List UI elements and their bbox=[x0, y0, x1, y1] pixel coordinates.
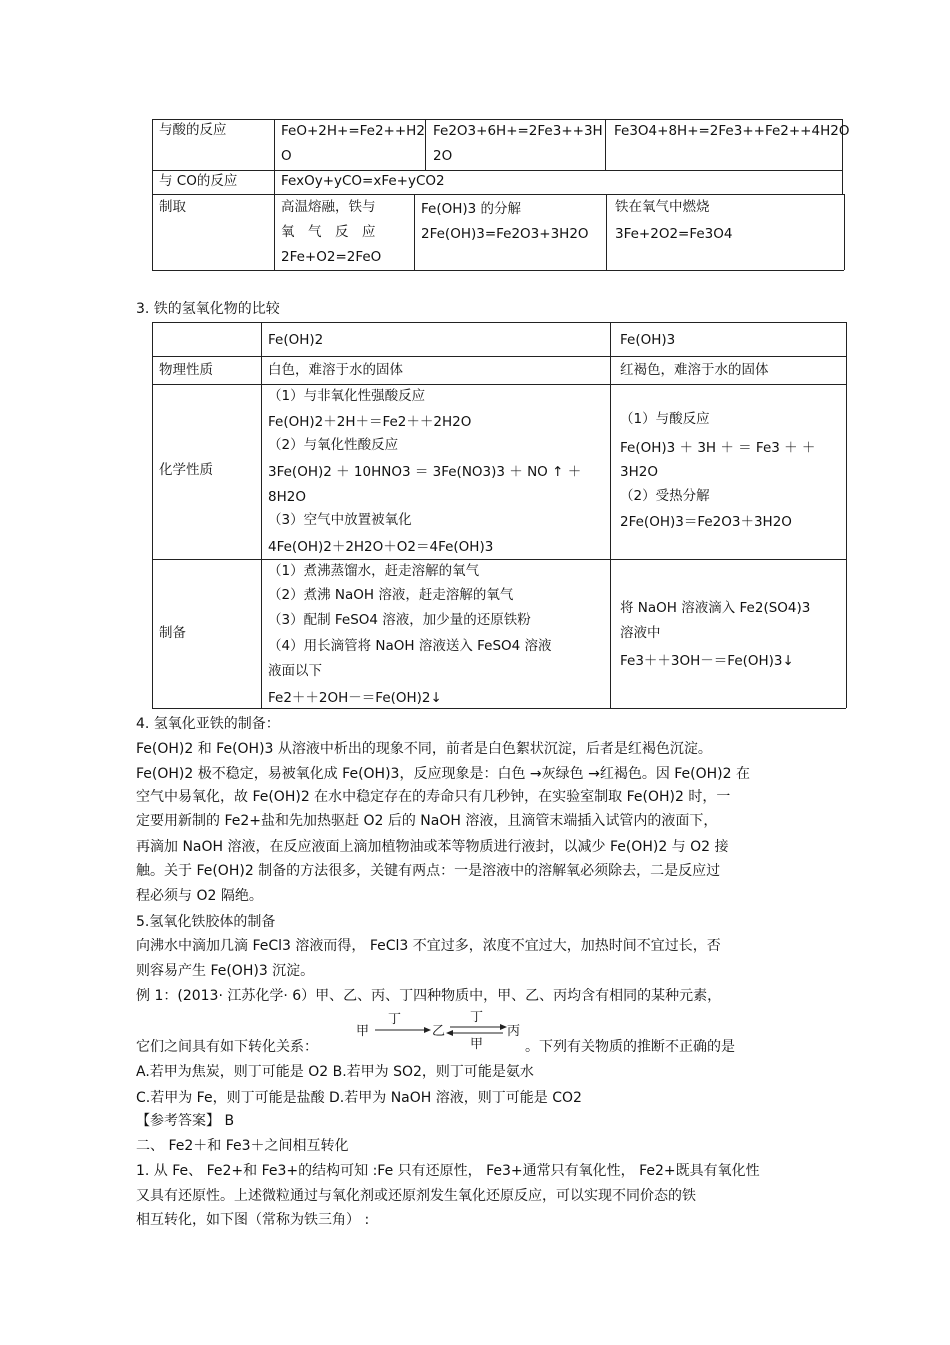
para-line: 触。关于 Fe(OH)2 制备的方法很多，关键有两点：一是溶液中的溶解氧必须除去，二是反应过 bbox=[136, 863, 721, 879]
prep-feoh3-line2: 溶液中 bbox=[620, 625, 661, 641]
diagram-jia: 甲 bbox=[356, 1024, 370, 1039]
para-line: 相互转化，如下图（常称为铁三角） : bbox=[136, 1212, 370, 1228]
chem-feoh3-line5: 2Fe(OH)3＝Fe2O3＋3H2O bbox=[620, 514, 792, 530]
col-header-feoh3: Fe(OH)3 bbox=[620, 332, 676, 348]
heading-5: 5.氢氧化铁胶体的制备 bbox=[136, 914, 276, 930]
row-acid-fe3o4: Fe3O4+8H+=2Fe3++Fe2++4H2O bbox=[614, 123, 850, 139]
chem-feoh2-line6: （3）空气中放置被氧化 bbox=[268, 512, 412, 528]
para-line: 程必须与 O2 隔绝。 bbox=[136, 888, 263, 904]
row-co-eq: FexOy+yCO=xFe+yCO2 bbox=[281, 173, 445, 189]
chem-feoh3-line2: Fe(OH)3 ＋ 3H ＋ ＝ Fe3 ＋ ＋ bbox=[620, 440, 816, 456]
row-acid-fe2o3-2: 2O bbox=[433, 148, 453, 164]
para-line: Fe(OH)2 极不稳定，易被氧化成 Fe(OH)3，反应现象是：白色 →灰绿色 →红褐色。因 Fe(OH)2 在 bbox=[136, 766, 750, 782]
arrow-head bbox=[500, 1024, 507, 1030]
chem-feoh2-line7: 4Fe(OH)2＋2H2O＋O2＝4Fe(OH)3 bbox=[268, 539, 494, 555]
row-prep-feo-1: 高温熔融，铁与 bbox=[281, 199, 376, 215]
arrow-head bbox=[446, 1030, 453, 1036]
para-line: 又具有还原性。上述微粒通过与氧化剂或还原剂发生氧化还原反应，可以实现不同价态的铁 bbox=[136, 1188, 696, 1204]
prep-feoh2-line5: 液面以下 bbox=[268, 663, 322, 679]
diagram-ding-top: 丁 bbox=[388, 1012, 402, 1027]
diagram-bing: 丙 bbox=[507, 1024, 521, 1039]
row-prep-label: 制取 bbox=[159, 199, 186, 215]
row-physical-feoh3: 红褐色，难溶于水的固体 bbox=[620, 362, 769, 378]
arrow-head bbox=[424, 1027, 431, 1033]
row-prep-feo-3: 2Fe+O2=2FeO bbox=[281, 249, 382, 265]
row-prep-fe2o3-1: Fe(OH)3 的分解 bbox=[421, 201, 522, 217]
prep-feoh2-line1: （1）煮沸蒸馏水，赶走溶解的氧气 bbox=[268, 563, 480, 579]
chem-feoh2-line5: 8H2O bbox=[268, 489, 306, 505]
example-question: 。下列有关物质的推断不正确的是 bbox=[525, 1039, 735, 1055]
row-prep-fe3o4-2: 3Fe+2O2=Fe3O4 bbox=[615, 226, 733, 242]
chem-feoh2-line3: （2）与氧化性酸反应 bbox=[268, 437, 399, 453]
row-chemical-label: 化学性质 bbox=[159, 462, 213, 478]
example-intro: 例 1：(2013· 江苏化学· 6）甲、乙、丙、丁四种物质中，甲、乙、丙均含有相同的某种元素， bbox=[136, 988, 722, 1004]
chem-feoh2-line1: （1）与非氧化性强酸反应 bbox=[268, 388, 426, 404]
row-prep2-label: 制备 bbox=[159, 625, 186, 641]
para-line: 1. 从 Fe、 Fe2+和 Fe3+的结构可知 :Fe 只有还原性， Fe3+通常只有氧化性， Fe2+既具有氧化性 bbox=[136, 1163, 760, 1179]
chem-feoh3-line4: （2）受热分解 bbox=[620, 488, 710, 504]
diagram-ding-mid: 丁 bbox=[470, 1010, 484, 1025]
prep-feoh2-line6: Fe2＋＋2OH－＝Fe(OH)2↓ bbox=[268, 690, 442, 706]
prep-feoh2-line4: （4）用长滴管将 NaOH 溶液送入 FeSO4 溶液 bbox=[268, 638, 552, 654]
prep-feoh3-line1: 将 NaOH 溶液滴入 Fe2(SO4)3 bbox=[620, 600, 811, 616]
col-header-feoh2: Fe(OH)2 bbox=[268, 332, 324, 348]
row-prep-fe2o3-2: 2Fe(OH)3=Fe2O3+3H2O bbox=[421, 226, 589, 242]
chem-feoh3-line3: 3H2O bbox=[620, 464, 658, 480]
heading-2: 二、 Fe2＋和 Fe3＋之间相互转化 bbox=[136, 1138, 349, 1154]
chem-feoh3-line1: （1）与酸反应 bbox=[620, 411, 710, 427]
prep-feoh2-line2: （2）煮沸 NaOH 溶液，赶走溶解的氧气 bbox=[268, 587, 514, 603]
para-line: 定要用新制的 Fe2+盐和先加热驱赶 O2 后的 NaOH 溶液，且滴管末端插入试管内的液面下， bbox=[136, 813, 718, 829]
row-acid-fe2o3-1: Fe2O3+6H+=2Fe3++3H bbox=[433, 123, 603, 139]
option-ab: A.若甲为焦炭，则丁可能是 O2 B.若甲为 SO2，则丁可能是氨水 bbox=[136, 1064, 534, 1080]
row-physical-feoh2: 白色，难溶于水的固体 bbox=[268, 362, 403, 378]
para-line: Fe(OH)2 和 Fe(OH)3 从溶液中析出的现象不同，前者是白色絮状沉淀，后者是红褐色沉淀。 bbox=[136, 741, 712, 757]
para-line: 空气中易氧化，故 Fe(OH)2 在水中稳定存在的寿命只有几秒钟，在实验室制取 Fe(OH)2 时，一 bbox=[136, 789, 731, 805]
para-line: 再滴加 NaOH 溶液，在反应液面上滴加植物油或苯等物质进行液封，以减少 Fe(OH)2 与 O2 接 bbox=[136, 839, 729, 855]
row-physical-label: 物理性质 bbox=[159, 362, 213, 378]
option-cd: C.若甲为 Fe，则丁可能是盐酸 D.若甲为 NaOH 溶液，则丁可能是 CO2 bbox=[136, 1090, 582, 1106]
chem-feoh2-line4: 3Fe(OH)2 ＋ 10HNO3 ＝ 3Fe(NO3)3 ＋ NO ↑ ＋ bbox=[268, 464, 582, 480]
row-co-label: 与 CO的反应 bbox=[159, 173, 238, 189]
chem-feoh2-line2: Fe(OH)2＋2H＋＝Fe2＋＋2H2O bbox=[268, 414, 472, 430]
section-3-title: 3. 铁的氢氧化物的比较 bbox=[136, 301, 280, 317]
prep-feoh3-line3: Fe3＋＋3OH－＝Fe(OH)3↓ bbox=[620, 653, 794, 669]
conversion-diagram bbox=[350, 1008, 525, 1050]
row-prep-feo-2: 氧 气 反 应 bbox=[281, 224, 376, 240]
heading-4: 4. 氢氧化亚铁的制备： bbox=[136, 716, 280, 732]
row-acid-feo-2: O bbox=[281, 148, 292, 164]
row-acid-label: 与酸的反应 bbox=[159, 122, 227, 138]
prep-feoh2-line3: （3）配制 FeSO4 溶液，加少量的还原铁粉 bbox=[268, 612, 531, 628]
diagram-jia-mid: 甲 bbox=[470, 1037, 484, 1050]
para-line: 则容易产生 Fe(OH)3 沉淀。 bbox=[136, 963, 315, 979]
row-prep-fe3o4-1: 铁在氧气中燃烧 bbox=[615, 199, 710, 215]
row-acid-feo-1: FeO+2H+=Fe2++H2 bbox=[281, 123, 425, 139]
para-line: 向沸水中滴加几滴 FeCl3 溶液而得， FeCl3 不宜过多，浓度不宜过大，加热时间不宜过长，否 bbox=[136, 938, 721, 954]
diagram-yi: 乙 bbox=[432, 1024, 446, 1039]
example-relation-text: 它们之间具有如下转化关系： bbox=[136, 1039, 318, 1055]
answer: 【参考答案】 B bbox=[136, 1113, 235, 1129]
